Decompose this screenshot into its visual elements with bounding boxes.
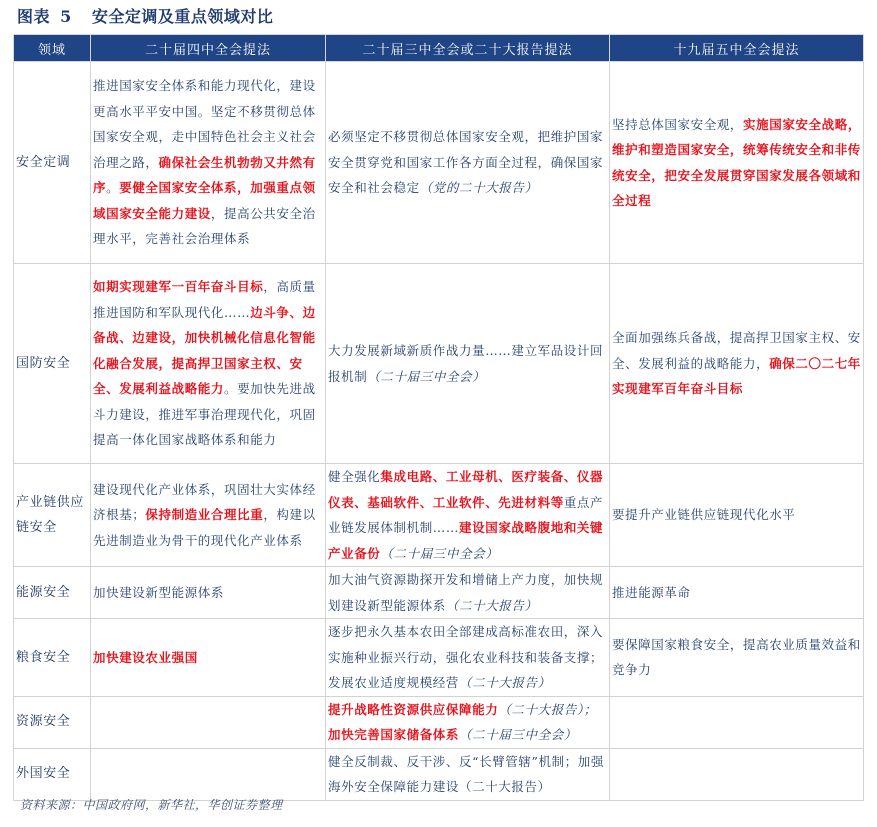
table-header-row — [14, 35, 864, 62]
table-row — [14, 567, 864, 619]
body-text: 健全强化 — [328, 469, 381, 484]
highlighted-text: 加快建设农业强国 — [93, 649, 198, 665]
body-text: 健全反制裁、反干涉、反“长臂管辖”机制；加强海外安全保障能力建设（二十大报告） — [328, 753, 604, 794]
domain-cell: 产业链供应链安全 — [14, 464, 91, 567]
policy-cell-c4 — [610, 464, 864, 567]
figure-title — [17, 4, 273, 28]
policy-cell-c4 — [610, 567, 864, 619]
body-text: 重点产业链发展体制机制…… — [328, 494, 604, 535]
policy-cell-c3 — [326, 748, 610, 800]
body-text: 推进能源革命 — [612, 584, 691, 600]
table-row — [14, 264, 864, 464]
domain-cell: 粮食安全 — [14, 619, 91, 697]
policy-cell-c3 — [326, 619, 610, 697]
header-3rd-plenum-20th-congress: 二十届三中全会或二十大报告提法 — [326, 35, 610, 62]
body-text: 加快建设新型能源体系 — [93, 584, 225, 600]
body-text: 全面加强练兵备战，提高捍卫国家主权、安全、发展利益的战略能力， — [612, 330, 861, 371]
domain-cell: 国防安全 — [14, 264, 91, 464]
table-row — [14, 748, 864, 800]
source-note: 资料来源：中国政府网，新华社，华创证券整理 — [20, 798, 283, 812]
body-text: 必须坚定不移贯彻总体国家安全观，把维护国家安全贯穿党和国家工作各方面全过程，确保国家安全和社会稳定 — [328, 129, 604, 196]
policy-cell-c2 — [91, 464, 326, 567]
domain-cell: 资源安全 — [14, 696, 91, 748]
body-text: 加大油气资源勘探开发和增储上产力度，加快规划建设新型能源体系 — [328, 572, 604, 613]
highlighted-text: 建设国家战略腹地和关键产业备份 — [328, 520, 604, 561]
highlighted-text: 要健全国家安全体系，加强重点领域国家安全能力建设 — [93, 180, 316, 221]
body-text: 。 — [106, 180, 120, 196]
header-19th-5th-plenum: 十九届五中全会提法 — [610, 35, 864, 62]
highlighted-text: 边斗争、边备战、边建设，加快机械化信息化智能化融合发展，提高捍卫国家主权、安全、发展利益战略能力 — [93, 304, 316, 397]
highlighted-text: 加快完善国家储备体系 — [328, 727, 460, 742]
policy-cell-c4 — [610, 619, 864, 697]
header-domain: 领域 — [14, 35, 91, 62]
policy-cell-c2 — [91, 696, 326, 748]
policy-cell-c4 — [610, 748, 864, 800]
domain-cell: 能源安全 — [14, 567, 91, 619]
highlighted-text: 如期实现建军一百年奋斗目标 — [93, 279, 264, 295]
citation-text: （党的二十大报告） — [419, 180, 538, 196]
highlighted-text: 确保二〇二七年实现建军百年奋斗目标 — [612, 355, 861, 397]
body-text: 坚持总体国家安全观， — [612, 116, 744, 132]
figure-title-text: 安全定调及重点领域对比 — [91, 7, 274, 26]
policy-cell-c2 — [91, 619, 326, 697]
policy-cell-c3 — [326, 696, 610, 748]
comparison-table — [13, 34, 864, 801]
policy-cell-c4 — [610, 264, 864, 464]
body-text: 大力发展新域新质作战力量……建立军品设计回报机制 — [328, 343, 604, 384]
table-row — [14, 62, 864, 264]
policy-cell-c2 — [91, 264, 326, 464]
citation-text: （二十届三中全会） — [380, 545, 499, 561]
policy-cell-c2 — [91, 748, 326, 800]
citation-text: （二十大报告） — [445, 597, 538, 613]
header-4th-plenum: 二十届四中全会提法 — [91, 35, 326, 62]
table-row — [14, 696, 864, 748]
policy-cell-c3 — [326, 464, 610, 567]
table-row — [14, 464, 864, 567]
citation-text: （二十大报告） — [459, 675, 551, 690]
body-text: ，提高公共安全治理水平，完善社会治理体系 — [93, 205, 316, 247]
table-row — [14, 619, 864, 697]
body-text: 推进国家安全体系和能力现代化，建设更高水平平安中国。坚定不移贯彻总体国家安全观，走中国特色社会主义社会治理之路， — [93, 78, 316, 170]
body-text: 建设现代化产业体系，巩固壮大实体经济根基； — [93, 481, 316, 523]
citation-text: （二十届三中全会） — [367, 368, 486, 384]
highlighted-text: 集成电路、工业母机、医疗装备、仪器仪表、基础软件、工业软件、先进材料等 — [328, 469, 604, 510]
policy-cell-c2 — [91, 567, 326, 619]
policy-cell-c3 — [326, 264, 610, 464]
policy-cell-c3 — [326, 62, 610, 264]
policy-cell-c3 — [326, 567, 610, 619]
policy-cell-c4 — [610, 62, 864, 264]
policy-cell-c4 — [610, 696, 864, 748]
body-text: ，构建以先进制造业为骨干的现代化产业体系 — [93, 507, 316, 548]
citation-text: （二十大报告）； — [498, 701, 597, 717]
policy-cell-c2 — [91, 62, 326, 264]
domain-cell: 外国安全 — [14, 748, 91, 800]
body-text: 。要加快先进战斗力建设，推进军事治理现代化，巩固提高一体化国家战略体系和能力 — [93, 381, 316, 448]
citation-text: （二十届三中全会） — [459, 727, 577, 742]
body-text: 要提升产业链供应链现代化水平 — [612, 507, 796, 523]
body-text: 逐步把永久基本农田全部建成高标准农田，深入实施种业振兴行动，强化农业科技和装备支撑；发展农业适度规模经营 — [328, 624, 604, 690]
figure-number: 5 — [60, 7, 72, 26]
highlighted-text: 提升战略性资源供应保障能力 — [328, 701, 499, 717]
highlighted-text: 实施国家安全战略，维护和塑造国家安全，统筹传统安全和非传统安全，把安全发展贯穿国家发展各领域和全过程 — [612, 116, 861, 208]
highlighted-text: 确保社会生机勃勃又井然有序 — [93, 154, 316, 196]
figure-label: 图表 — [17, 7, 51, 26]
body-text: ，高质量推进国防和军队现代化…… — [93, 279, 316, 320]
domain-cell: 安全定调 — [14, 62, 91, 264]
body-text: 要保障国家粮食安全，提高农业质量效益和竞争力 — [612, 636, 861, 678]
highlighted-text: 保持制造业合理比重 — [145, 507, 264, 523]
